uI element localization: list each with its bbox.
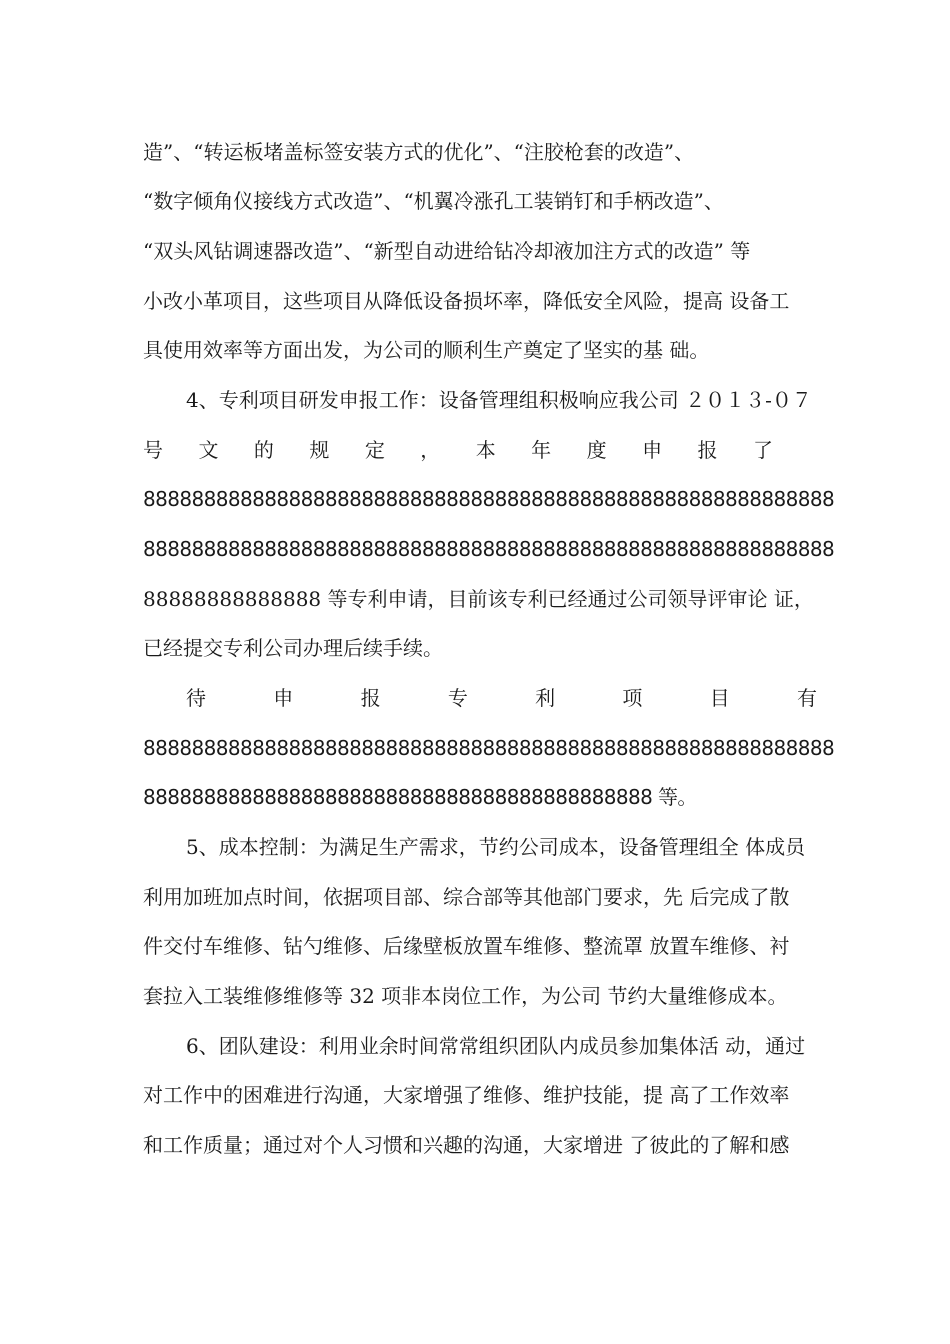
text-line: 888888888888888888888888888888888888888888888888888888888 [143,736,835,760]
char: 报 [360,686,381,710]
paragraph-5-start: 5、成本控制：为满足生产需求，节约公司成本，设备管理组全 体成员 [186,835,806,859]
text-line: “数字倾角仪接线方式改造”、“机翼冷涨孔工装销钉和手柄改造”、 [143,189,724,213]
spaced-text-line [143,437,773,463]
char: 文 [198,438,219,462]
char: 本 [475,438,496,462]
text-line: 和工作质量；通过对个人习惯和兴趣的沟通，大家增进 了彼此的了解和感 [143,1133,790,1157]
text-line: “双头风钻调速器改造”、“新型自动进给钻冷却液加注方式的改造” 等 [143,239,751,263]
char: 申 [273,686,294,710]
char: 号 [143,438,163,462]
text-line: 小改小革项目，这些项目从降低设备损坏率，降低安全风险，提高 设备工 [143,289,790,313]
paragraph-4-start: 4、专利项目研发申报工作：设备管理组积极响应我公司 ２０１３-０７ [186,388,812,412]
text-line: 对工作中的困难进行沟通，大家增强了维修、维护技能，提 高了工作效率 [143,1083,790,1107]
char: 定 [364,438,385,462]
char: 规 [309,438,330,462]
text-line: 888888888888888888888888888888888888888888888888888888888 [143,487,835,511]
text-line: 利用加班加点时间，依据项目部、综合部等其他部门要求，先 后完成了散 [143,885,790,909]
char: 利 [535,686,556,710]
char: 报 [697,438,718,462]
paragraph-6-start: 6、团队建设：利用业余时间常常组织团队内成员参加集体活 动，通过 [186,1034,806,1058]
char: 目 [709,686,730,710]
text-line: 具使用效率等方面出发，为公司的顺利生产奠定了坚实的基 础。 [143,338,710,362]
text-line: 已经提交专利公司办理后续手续。 [143,636,443,660]
char: 待 [186,686,206,710]
char: ， [420,438,441,462]
char: 项 [622,686,643,710]
spaced-text-line [186,685,817,711]
char: 申 [642,438,663,462]
char: 年 [531,438,552,462]
text-line: 88888888888888 等专利申请，目前该专利已经通过公司领导评审论 证， [143,587,814,611]
text-line: 套拉入工装维修维修等 32 项非本岗位工作，为公司 节约大量维修成本。 [143,984,788,1008]
text-line: 888888888888888888888888888888888888888888888888888888888 [143,537,835,561]
char: 的 [253,438,274,462]
text-line: 888888888888888888888888888888888888888888 等。 [143,785,697,809]
char: 度 [586,438,607,462]
char: 专 [447,686,468,710]
text-line: 件交付车维修、钻勺维修、后缘壁板放置车维修、整流罩 放置车维修、衬 [143,934,790,958]
char: 有 [796,686,817,710]
char: 了 [752,438,773,462]
text-line: 造”、“转运板堵盖标签安装方式的优化”、“注胶枪套的改造”、 [143,140,695,164]
